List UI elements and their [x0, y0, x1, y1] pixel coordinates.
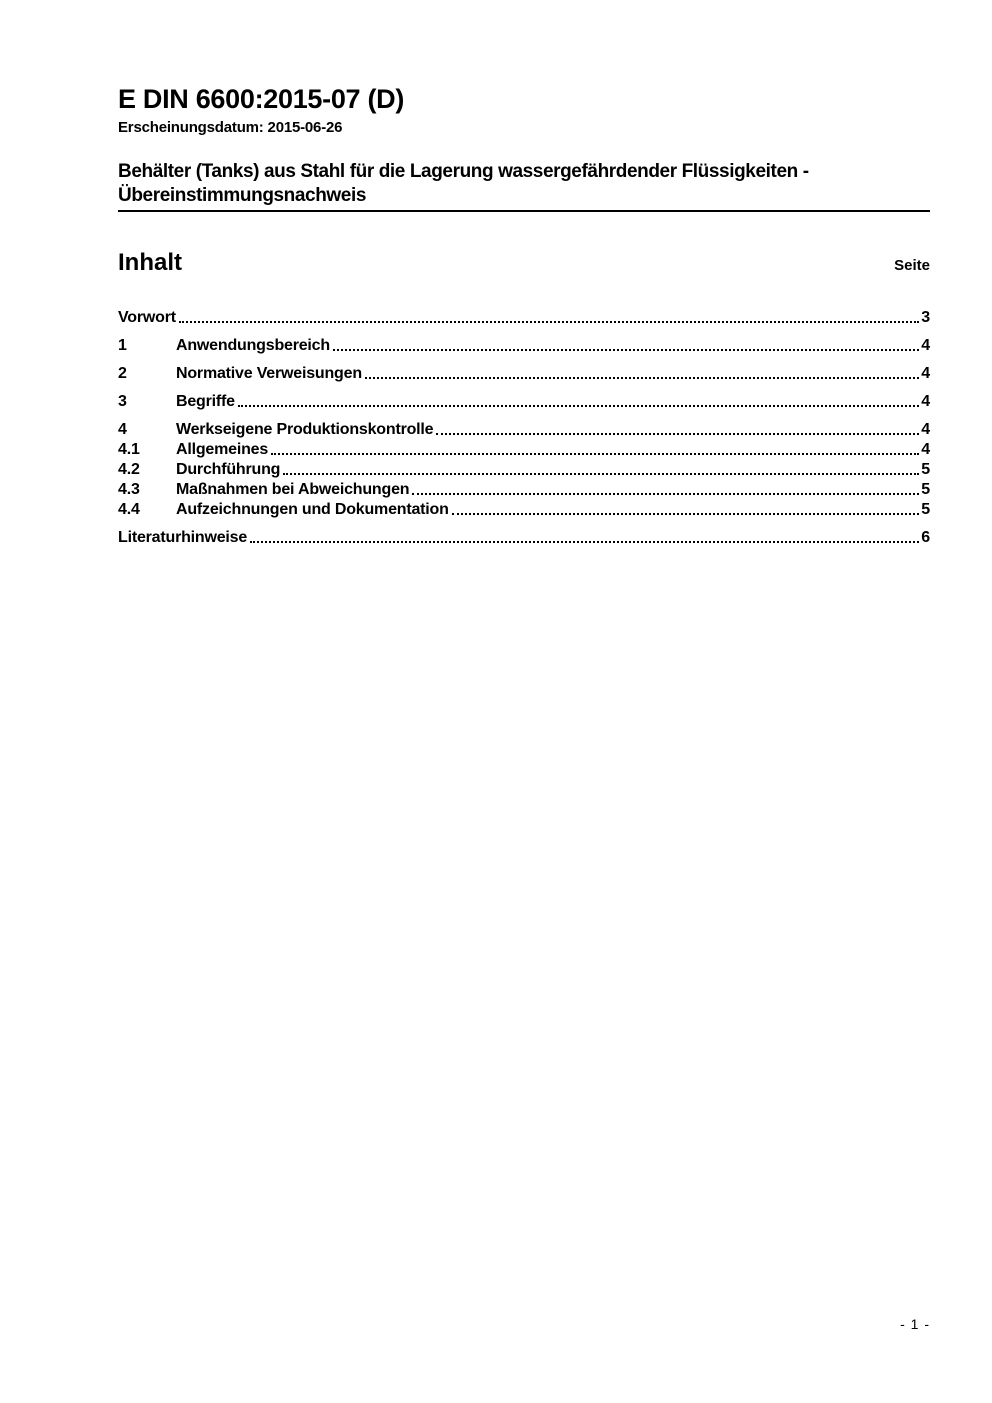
dot-leader — [179, 321, 919, 323]
toc-entry-page: 6 — [921, 529, 930, 546]
toc-entry-page: 4 — [921, 393, 930, 410]
dot-leader — [238, 405, 919, 407]
dot-leader — [436, 433, 919, 435]
toc-entry — [118, 460, 930, 479]
toc-entry-number: 4.4 — [118, 501, 140, 518]
toc-entry-number: 4.2 — [118, 461, 140, 478]
toc-entry — [118, 440, 930, 459]
toc-entry-label: Maßnahmen bei Abweichungen — [176, 481, 410, 498]
toc-entry-number: 4 — [118, 421, 127, 438]
toc-header — [118, 249, 930, 277]
toc-entry — [118, 500, 930, 519]
toc-entry-label: Durchführung — [176, 461, 281, 478]
dot-leader — [333, 349, 919, 351]
document-page — [118, 0, 930, 1403]
toc-entry-label: Aufzeichnungen und Dokumentation — [176, 501, 449, 518]
toc-entry-page: 4 — [921, 365, 930, 382]
toc-entry-page: 5 — [921, 481, 930, 498]
toc-entry — [118, 392, 930, 411]
toc-entry-label: Begriffe — [176, 393, 235, 410]
toc-entry — [118, 364, 930, 383]
toc-entry — [118, 336, 930, 355]
toc-entry-page: 5 — [921, 501, 930, 518]
dot-leader — [365, 377, 919, 379]
toc-entry-page: 3 — [921, 309, 930, 326]
standard-number-title: E DIN 6600:2015-07 (D) — [118, 84, 405, 114]
toc-entry — [118, 480, 930, 499]
dot-leader — [452, 513, 920, 515]
toc-entry-label: Allgemeines — [176, 441, 269, 458]
toc-entry-page: 5 — [921, 461, 930, 478]
page-number: - 1 - — [900, 1316, 930, 1332]
toc-entry-number: 2 — [118, 365, 127, 382]
toc-entry-label: Normative Verweisungen — [176, 365, 362, 382]
toc-entry-label: Vorwort — [118, 309, 176, 326]
release-date-line: Erscheinungsdatum: 2015-06-26 — [118, 119, 343, 136]
toc-entry-page: 4 — [921, 421, 930, 438]
toc-entry-number: 4.3 — [118, 481, 140, 498]
toc-entry — [118, 420, 930, 439]
dot-leader — [412, 493, 919, 495]
toc-entry-number: 1 — [118, 337, 127, 354]
toc-entry-label: Werkseigene Produktionskontrolle — [176, 421, 434, 438]
toc-list — [118, 308, 930, 547]
toc-entry-number: 4.1 — [118, 441, 140, 458]
toc-entry-label: Anwendungsbereich — [176, 337, 330, 354]
toc-entry-page: 4 — [921, 441, 930, 458]
dot-leader — [271, 453, 919, 455]
toc-entry-number: 3 — [118, 393, 127, 410]
toc-entry — [118, 308, 930, 327]
heading-divider — [118, 210, 930, 212]
toc-entry-page: 4 — [921, 337, 930, 354]
document-subject-line-1: Behälter (Tanks) aus Stahl für die Lagerung wassergefährdender Flüssigkeiten - — [118, 161, 809, 182]
toc-entry-label: Literaturhinweise — [118, 529, 248, 546]
document-subject-heading — [118, 160, 930, 208]
toc-title: Inhalt — [118, 249, 182, 276]
document-subject-line-2: Übereinstimmungsnachweis — [118, 185, 367, 206]
toc-entry — [118, 528, 930, 547]
dot-leader — [250, 541, 919, 543]
toc-page-column-label: Seite — [894, 257, 930, 274]
dot-leader — [283, 473, 919, 475]
